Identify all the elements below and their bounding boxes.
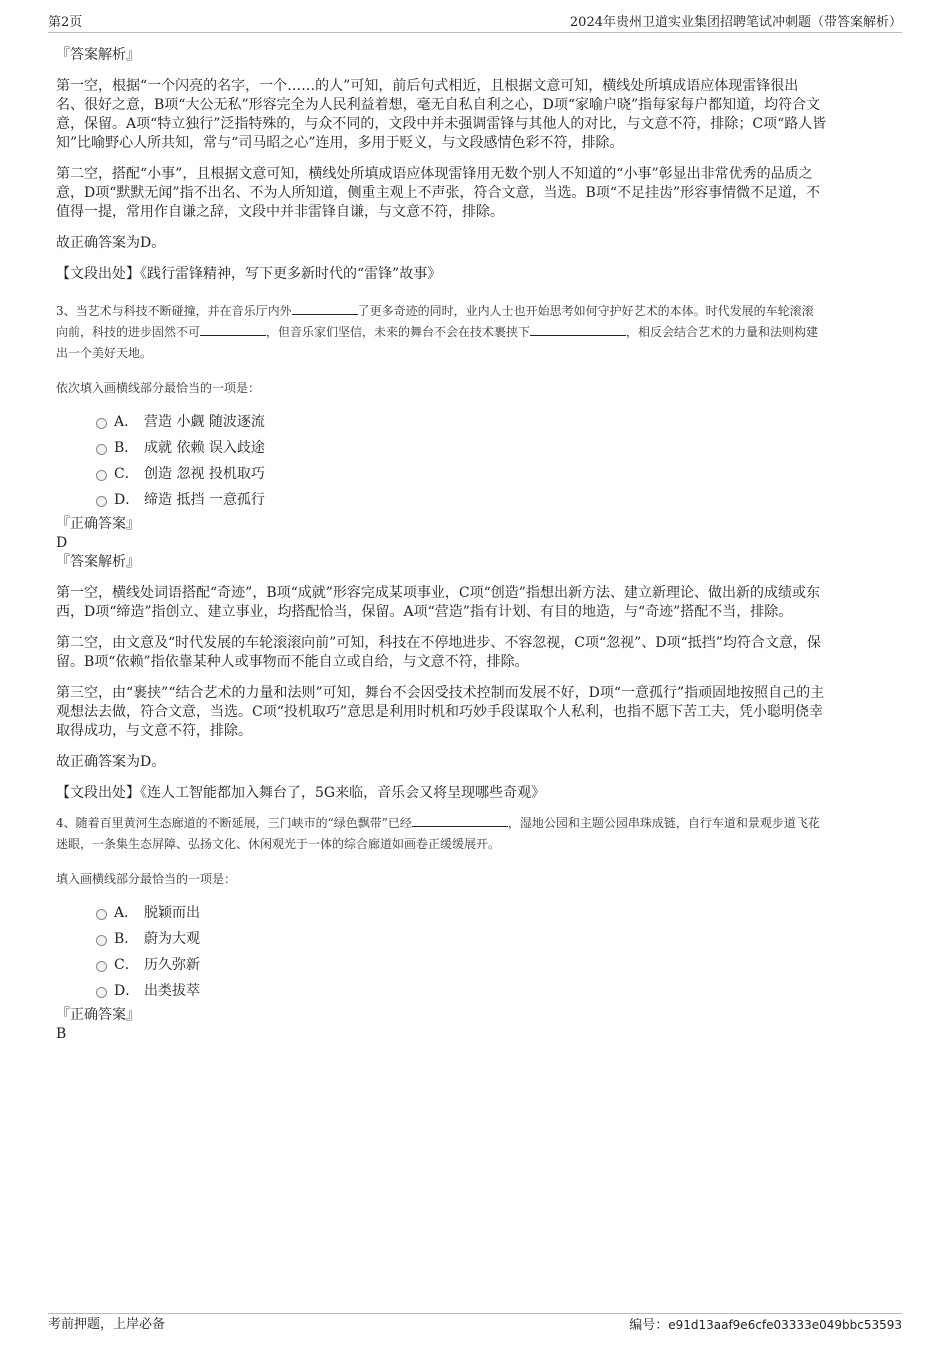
text-line: 第三空，由“裹挟”“结合艺术的力量和法则”可知，舞台不会因受技术控制而发展不好，D项“一意孤行”指顽固地按照自己的主 xyxy=(56,685,825,701)
correct-answer: D xyxy=(56,535,68,551)
code-label: 编号： xyxy=(629,1318,669,1333)
text-line: 留。B项“依赖”指依靠某种人或事物而不能自立或自给，与文意不符，排除。 xyxy=(56,654,529,670)
radio-button[interactable] xyxy=(96,909,107,920)
radio-button[interactable] xyxy=(96,496,107,507)
option-text: 脱颖而出 xyxy=(144,905,200,921)
analysis-paragraph xyxy=(56,584,902,622)
analysis-label: 『答案解析』 xyxy=(56,47,140,63)
option-text: 历久弥新 xyxy=(144,957,200,973)
radio-button[interactable] xyxy=(96,444,107,455)
analysis-paragraph xyxy=(56,165,902,222)
stem-text: 了更多奇迹的同时，业内人士也开始思考如何守护好艺术的本体。时代发展的车轮滚滚 xyxy=(357,304,814,318)
option-letter: C． xyxy=(114,466,139,482)
question-prompt: 依次填入画横线部分最恰当的一项是： xyxy=(56,381,261,395)
stem-text: ，相反会结合艺术的力量和法则构建 xyxy=(626,325,819,339)
radio-button[interactable] xyxy=(96,987,107,998)
document-body xyxy=(56,44,902,1044)
option-text: 创造 忽视 投机取巧 xyxy=(144,466,265,482)
stem-text: 3、当艺术与科技不断碰撞，并在音乐厅内外 xyxy=(56,304,292,318)
answer-blank xyxy=(412,814,508,827)
text-line: 意，D项“默默无闻”指不出名、不为人所知道，侧重主观上不声张，符合文意，当选。B项“不足挂齿”形容事情微不足道，不 xyxy=(56,185,821,201)
option-b[interactable] xyxy=(56,435,902,461)
text-line: 第二空，搭配“小事”，且根据文意可知，横线处所填成语应体现雷锋用无数个别人不知道的“小事”彰显出非常优秀的品质之 xyxy=(56,166,813,182)
text-line: 第一空，根据“一个闪亮的名字，一个……的人”可知，前后句式相近，且根据文意可知，横线处所填成语应体现雷锋很出 xyxy=(56,78,799,94)
analysis-paragraph xyxy=(56,634,902,672)
option-text: 营造 小觑 随波逐流 xyxy=(144,414,265,430)
correct-answer-label: 『正确答案』 xyxy=(56,516,140,532)
option-text: 蔚为大观 xyxy=(144,931,200,947)
radio-button[interactable] xyxy=(96,470,107,481)
option-letter: A． xyxy=(114,905,139,921)
text-line: 第一空，横线处词语搭配“奇迹”，B项“成就”形容完成某项事业，C项“创造”指想出新方法、建立新理论、做出新的成绩或东 xyxy=(56,585,820,601)
text-line: 西，D项“缔造”指创立、建立事业，均搭配恰当，保留。A项“营造”指有计划、有目的地造，与“奇迹”搭配不当，排除。 xyxy=(56,604,793,620)
document-code xyxy=(629,1315,902,1336)
radio-button[interactable] xyxy=(96,418,107,429)
option-letter: C． xyxy=(114,957,139,973)
page-number: 第2页 xyxy=(48,15,83,30)
correct-answer-label: 『正确答案』 xyxy=(56,1007,140,1023)
conclusion: 故正确答案为D。 xyxy=(56,235,166,251)
option-text: 缔造 抵挡 一意孤行 xyxy=(144,492,265,508)
analysis-paragraph xyxy=(56,77,902,153)
option-d[interactable] xyxy=(56,487,902,513)
option-d[interactable] xyxy=(56,978,902,1004)
radio-button[interactable] xyxy=(96,935,107,946)
option-c[interactable] xyxy=(56,461,902,487)
document-title: 2024年贵州卫道实业集团招聘笔试冲刺题（带答案解析） xyxy=(569,15,902,30)
page-header xyxy=(48,14,902,33)
option-letter: D． xyxy=(114,983,140,999)
page-footer xyxy=(48,1313,902,1334)
question-3-stem xyxy=(56,301,902,364)
stem-text: ，但音乐家们坚信，未来的舞台不会在技术裹挟下 xyxy=(266,325,531,339)
conclusion: 故正确答案为D。 xyxy=(56,754,166,770)
text-line: 意，保留。A项“特立独行”泛指特殊的，与众不同的，文段中并未强调雷锋与其他人的对比，与文意不符，排除；C项“路人皆 xyxy=(56,116,827,132)
text-line: 值得一提，常用作自谦之辞，文段中并非雷锋自谦，与文意不符，排除。 xyxy=(56,204,504,220)
question-3-options xyxy=(56,409,902,513)
text-line: 观想法去做，符合文意，当选。C项“投机取巧”意思是利用时机和巧妙手段谋取个人私利，也指不愿下苦工夫，凭小聪明侥幸 xyxy=(56,704,824,720)
source-citation: 【文段出处】《连人工智能都加入舞台了，5G来临，音乐会又将呈现哪些奇观》 xyxy=(56,785,546,801)
option-b[interactable] xyxy=(56,926,902,952)
analysis-paragraph xyxy=(56,684,902,741)
answer-blank xyxy=(530,323,626,336)
text-line: 知”比喻野心人所共知，常与“司马昭之心”连用，多用于贬义，与文段感情色彩不符，排除。 xyxy=(56,135,624,151)
question-4-stem xyxy=(56,813,902,855)
stem-text: 迷眼，一条集生态屏障、弘扬文化、休闲观光于一体的综合廊道如画卷正缓缓展开。 xyxy=(56,837,501,851)
stem-text: 向前，科技的进步固然不可 xyxy=(56,325,201,339)
text-line: 第二空，由文意及“时代发展的车轮滚滚向前”可知，科技在不停地进步、不容忽视，C项“忽视”、D项“抵挡”均符合文意，保 xyxy=(56,635,821,651)
answer-blank xyxy=(292,302,358,315)
option-text: 出类拔萃 xyxy=(144,983,200,999)
option-a[interactable] xyxy=(56,900,902,926)
text-line: 取得成功，与文意不符，排除。 xyxy=(56,723,252,739)
footer-slogan: 考前押题，上岸必备 xyxy=(48,1317,166,1332)
stem-text: ，湿地公园和主题公园串珠成链，自行车道和景观步道飞花 xyxy=(507,816,820,830)
code-value: e91d13aaf9e6cfe03333e049bbc53593 xyxy=(668,1318,902,1332)
option-a[interactable] xyxy=(56,409,902,435)
analysis-label: 『答案解析』 xyxy=(56,554,140,570)
source-citation: 【文段出处】《践行雷锋精神，写下更多新时代的“雷锋”故事》 xyxy=(56,266,442,282)
correct-answer: B xyxy=(56,1026,67,1042)
stem-text: 4、随着百里黄河生态廊道的不断延展，三门峡市的“绿色飘带”已经 xyxy=(56,816,412,830)
option-text: 成就 依赖 误入歧途 xyxy=(144,440,265,456)
option-c[interactable] xyxy=(56,952,902,978)
answer-blank xyxy=(200,323,266,336)
question-prompt: 填入画横线部分最恰当的一项是： xyxy=(56,872,237,886)
stem-text: 出一个美好天地。 xyxy=(56,346,153,360)
option-letter: A． xyxy=(114,414,139,430)
option-letter: D． xyxy=(114,492,140,508)
radio-button[interactable] xyxy=(96,961,107,972)
option-letter: B． xyxy=(114,931,139,947)
question-4-options xyxy=(56,900,902,1004)
text-line: 名、很好之意，B项“大公无私”形容完全为人民利益着想，毫无自私自利之心，D项“家喻户晓”指每家每户都知道，均符合文 xyxy=(56,97,821,113)
option-letter: B． xyxy=(114,440,139,456)
